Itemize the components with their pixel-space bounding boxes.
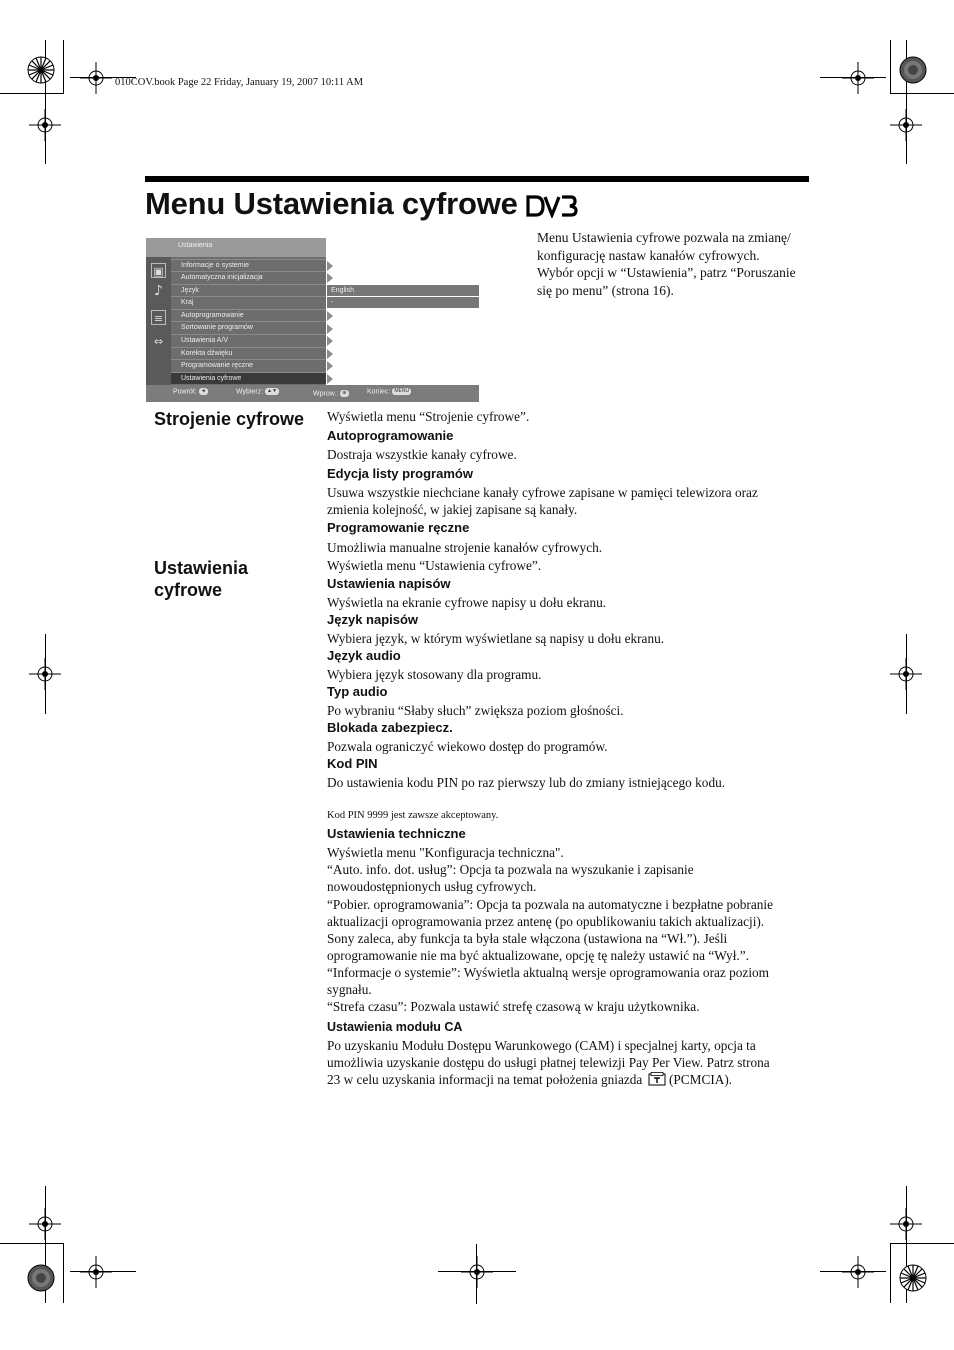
item-text: Sony zaleca, aby funkcja ta była stale włączona (ustawiona na “Wł.”). Jeśli (327, 931, 728, 946)
menu-key-icon: MENU (394, 388, 410, 394)
intro-line: się po menu” (strona 16). (537, 282, 674, 298)
enter-icon: ⊕ (342, 390, 347, 396)
item-title: Autoprogramowanie (327, 428, 454, 443)
tv-menu-item[interactable]: Automatyczna inicjalizacja (171, 271, 326, 283)
star-target-icon (27, 56, 55, 84)
crop-mark (0, 93, 64, 94)
tv-menu-screenshot (146, 238, 479, 402)
registration-mark-icon (80, 1256, 112, 1288)
crop-mark (438, 1271, 516, 1272)
item-title: Blokada zabezpiecz. (327, 720, 453, 735)
crop-mark (890, 1243, 891, 1303)
title-rule (145, 176, 809, 182)
item-text: sygnału. (327, 982, 372, 997)
item-text-with-icon: 23 w celu uzyskania informacji na temat położenia gniazda (PCMCIA). (327, 1071, 732, 1090)
item-text: “Strefa czasu”: Pozwala ustawić strefę czasową w kraju użytkownika. (327, 999, 700, 1014)
star-target-icon (899, 1264, 927, 1292)
page-title-text: Menu Ustawienia cyfrowe (145, 186, 518, 221)
registration-mark-icon (29, 109, 61, 141)
hint-select: Wybierz: ▲▼ (236, 388, 278, 396)
crop-mark (63, 40, 64, 94)
registration-mark-icon (890, 109, 922, 141)
item-text: Dostraja wszystkie kanały cyfrowe. (327, 447, 517, 462)
chevron-right-icon (327, 349, 333, 359)
chevron-right-icon (327, 336, 333, 346)
chevron-right-icon (327, 261, 333, 271)
page-title (145, 186, 578, 226)
print-info-header: 010COV.book Page 22 Friday, January 19, 2007 10:11 AM (115, 77, 364, 88)
tv-menu-icon-column (146, 257, 171, 385)
section-heading-line: cyfrowe (154, 580, 223, 600)
gray-target-icon (899, 56, 927, 84)
item-text: “Pobier. oprogramowania”: Opcja ta pozwala na automatyczne i bezpłatne pobranie (327, 897, 773, 912)
item-text: oprogramowanie nie ma być aktualizowane, opcję tę należy ustawić na “Wył.”. (327, 948, 749, 963)
tv-menu-item[interactable]: Sortowanie programów (171, 321, 326, 333)
registration-mark-icon (29, 1208, 61, 1240)
picture-icon: ▣ (151, 263, 166, 278)
hint-back: Powrót: ◄ (173, 388, 206, 396)
item-title: Programowanie ręczne (327, 520, 470, 535)
list-icon: ≡ (151, 310, 166, 325)
up-down-arrow-icon: ▲▼ (267, 388, 278, 394)
registration-mark-icon (842, 1256, 874, 1288)
music-note-icon: ♪ (154, 283, 163, 299)
registration-mark-icon (29, 658, 61, 690)
pin-note: Kod PIN 9999 jest zawsze akceptowany. (327, 810, 499, 821)
item-text: Wyświetla menu "Konfiguracja techniczna". (327, 845, 564, 860)
intro-line: konfigurację nastaw kanałów cyfrowych. (537, 247, 760, 263)
tv-menu-item[interactable]: Korekta dźwięku (171, 347, 326, 359)
item-title: Ustawienia modułu CA (327, 1020, 463, 1034)
crop-mark (63, 1243, 64, 1303)
crop-mark (70, 1271, 136, 1272)
gray-target-icon (27, 1264, 55, 1292)
item-text: “Auto. info. dot. usług”: Opcja ta pozwala na wyszukanie i zapisanie (327, 862, 694, 877)
item-text: Umożliwia manualne strojenie kanałów cyfrowych. (327, 540, 603, 555)
item-text: Po wybraniu “Słaby słuch” zwiększa poziom głośności. (327, 703, 624, 718)
registration-mark-icon (842, 62, 874, 94)
item-text: nowoudostępnionych usług cyfrowych. (327, 879, 537, 894)
item-text: zmienia kolejność, w jakiej zapisane są kanały. (327, 502, 578, 517)
item-title: Język audio (327, 648, 401, 663)
item-text: aktualizacji oprogramowania przez antenę (po opublikowaniu takich aktualizacji). (327, 914, 765, 929)
crop-mark (0, 1243, 64, 1244)
pcmcia-slot-icon (648, 1072, 666, 1090)
tv-menu-item[interactable]: Ustawienia A/V (171, 334, 326, 346)
crop-mark (890, 1243, 954, 1244)
item-text: Do ustawienia kodu PIN po raz pierwszy lub do zmiany istniejącego kodu. (327, 775, 726, 790)
tv-menu-item[interactable]: Programowanie ręczne (171, 359, 326, 371)
section-description: Wyświetla menu “Strojenie cyfrowe”. (327, 409, 530, 424)
tv-menu-value: - (327, 297, 479, 308)
item-title: Kod PIN (327, 756, 378, 771)
item-text: umożliwia uzyskanie dostępu do usługi płatnej telewizji Pay Per View. Patrz strona (327, 1055, 770, 1070)
item-text: Pozwala ograniczyć wiekowo dostęp do programów. (327, 739, 608, 754)
chevron-right-icon (327, 361, 333, 371)
crop-mark (476, 1244, 477, 1304)
item-text: “Informacje o systemie”: Wyświetla aktualną wersje oprogramowania oraz poziom (327, 965, 770, 980)
settings-arrows-icon: ⇔ (153, 335, 164, 348)
section-heading-line: Ustawienia (154, 558, 249, 578)
item-text: Usuwa wszystkie niechciane kanały cyfrowe zapisane w pamięci telewizora oraz (327, 485, 758, 500)
registration-mark-icon (80, 62, 112, 94)
tv-menu-item[interactable]: Kraj (171, 296, 326, 308)
item-title: Typ audio (327, 684, 388, 699)
item-text: Wyświetla na ekranie cyfrowe napisy u dołu ekranu. (327, 595, 607, 610)
section-heading-strojenie: Strojenie cyfrowe (154, 409, 305, 429)
chevron-right-icon (327, 273, 333, 283)
item-text: Po uzyskaniu Modułu Dostępu Warunkowego (CAM) i specjalnej karty, opcja ta (327, 1038, 756, 1053)
registration-mark-icon (461, 1256, 493, 1288)
back-arrow-icon: ◄ (200, 388, 206, 394)
registration-mark-icon (890, 1208, 922, 1240)
tv-menu-titlebar (146, 238, 326, 257)
intro-line: Menu Ustawienia cyfrowe pozwala na zmianę/ (537, 230, 791, 245)
dvb-logo-icon (526, 190, 578, 226)
chevron-right-icon (327, 374, 333, 384)
tv-menu-value: English (327, 285, 479, 296)
crop-mark (820, 77, 886, 78)
intro-paragraph (537, 229, 812, 299)
tv-menu-item-selected[interactable]: Ustawienia cyfrowe (171, 372, 326, 384)
crop-mark (890, 93, 954, 94)
hint-exit: Koniec: MENU (367, 388, 410, 396)
tv-menu-item[interactable]: Autoprogramowanie (171, 309, 326, 321)
registration-mark-icon (890, 658, 922, 690)
hint-enter: Wprow.: ⊕ (313, 390, 347, 398)
item-text: Wybiera język, w którym wyświetlane są napisy u dołu ekranu. (327, 631, 665, 646)
tv-menu-item[interactable]: Język (171, 284, 326, 296)
chevron-right-icon (327, 324, 333, 334)
item-title: Ustawienia techniczne (327, 826, 466, 841)
crop-mark (820, 1271, 886, 1272)
item-title: Język napisów (327, 612, 419, 627)
tv-menu-item[interactable]: Informacje o systemie (171, 259, 326, 271)
section-description: Wyświetla menu “Ustawienia cyfrowe”. (327, 558, 542, 573)
item-title: Edycja listy programów (327, 466, 473, 481)
item-title: Ustawienia napisów (327, 576, 451, 591)
section-heading-ustawienia (154, 557, 248, 601)
tv-menu-title: Ustawienia (178, 242, 213, 249)
tv-menu-bottom-bar (146, 385, 479, 402)
intro-line: Wybór opcji w “Ustawienia”, patrz “Poruszanie (537, 265, 796, 280)
chevron-right-icon (327, 311, 333, 321)
crop-mark (890, 40, 891, 94)
item-text: Wybiera język stosowany dla programu. (327, 667, 542, 682)
